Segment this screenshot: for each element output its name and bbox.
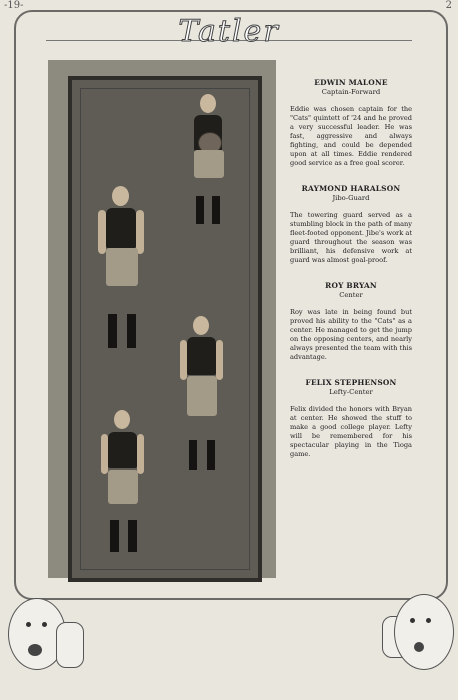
player-figure-captain [184,88,234,268]
bio-stephenson [290,378,412,459]
page-number-left: -19- [4,0,24,11]
player-figure-lefty [96,404,150,574]
masthead-title: Tatler [178,14,280,49]
player-position: Jibo-Guard [332,194,370,202]
team-photo [68,76,262,582]
player-position: Center [339,291,363,299]
bio-bryan [290,281,412,362]
bio-column [290,78,412,475]
player-bio: Eddie was chosen captain for the "Cats" quintett of '24 and he proved a very successful leader. He was fast, aggressive and always fighting, and could be depended upon at all times. Eddie rendered good service as a free goal scorer. [290,105,412,167]
page-number-right: 2 [445,0,452,11]
player-bio: Roy was late in being found but proved his ability to the "Cats" as a center. He managed to get the jump on the opposing centers, and nearly always presented the team with this advantage. [290,308,412,361]
cartoon-face-left [0,570,120,696]
cartoon-face-right [338,570,458,696]
player-figure-guard [94,178,150,368]
player-name: EDWIN MALONE [314,78,388,87]
bio-malone [290,78,412,168]
player-name: FELIX STEPHENSON [305,378,397,387]
player-name: ROY BRYAN [325,281,377,290]
player-position: Captain-Forward [321,88,381,96]
player-figure-center [176,312,228,492]
player-bio: The towering guard served as a stumbling block in the path of many fleet-footed opponent. Jibe's work at guard throughout the season was brilliant, his defensive work at guard was almost goal-proof. [290,211,412,264]
bio-haralson [290,184,412,265]
player-bio: Felix divided the honors with Bryan at center. He showed the stuff to make a good college player. Lefty will be remembered for his spectacular playing in the Tioga game. [290,405,412,458]
player-name: RAYMOND HARALSON [301,184,401,193]
player-position: Lefty-Center [329,388,373,396]
